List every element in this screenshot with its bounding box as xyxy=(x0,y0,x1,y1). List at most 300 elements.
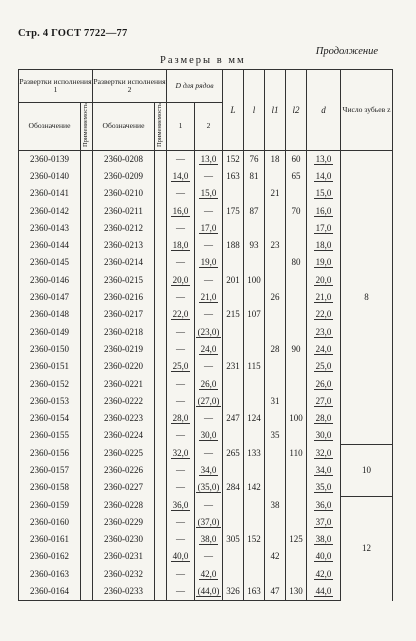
l1-cell xyxy=(265,479,286,496)
d-cell: 18,0 xyxy=(307,237,341,254)
designation2-cell: 2360-0225 xyxy=(93,445,155,462)
applicability2-cell xyxy=(155,358,167,375)
designation2-cell: 2360-0208 xyxy=(93,150,155,168)
d-row2-cell: (35,0) xyxy=(195,479,223,496)
applicability2-cell xyxy=(155,566,167,583)
designation2-cell: 2360-0218 xyxy=(93,323,155,340)
designation2-cell: 2360-0222 xyxy=(93,393,155,410)
d-row1-cell: 22,0 xyxy=(167,306,195,323)
d-row1-cell: — xyxy=(167,427,195,444)
applicability2-cell xyxy=(155,531,167,548)
d-row1-cell: — xyxy=(167,479,195,496)
designation1-cell: 2360-0140 xyxy=(19,168,81,185)
L-cell xyxy=(223,289,244,306)
d-row1-cell: — xyxy=(167,254,195,271)
teeth-count-cell: 10 xyxy=(341,445,393,497)
d-row2-cell: — xyxy=(195,410,223,427)
l-cell xyxy=(244,514,265,531)
l2-cell xyxy=(286,427,307,444)
l-cell: 152 xyxy=(244,531,265,548)
l2-cell xyxy=(286,548,307,565)
applicability2-cell xyxy=(155,393,167,410)
applicability1-cell xyxy=(81,323,93,340)
designation1-cell: 2360-0157 xyxy=(19,462,81,479)
applicability2-cell xyxy=(155,514,167,531)
designation1-cell: 2360-0155 xyxy=(19,427,81,444)
applicability1-cell xyxy=(81,375,93,392)
L-cell: 265 xyxy=(223,445,244,462)
l2-cell xyxy=(286,496,307,513)
l2-cell xyxy=(286,306,307,323)
d-cell: 22,0 xyxy=(307,306,341,323)
d-row2-cell: — xyxy=(195,358,223,375)
applicability1-cell xyxy=(81,479,93,496)
applicability2-cell xyxy=(155,445,167,462)
l1-cell xyxy=(265,358,286,375)
table-row xyxy=(19,202,393,219)
l2-cell: 125 xyxy=(286,531,307,548)
d-row1-cell: — xyxy=(167,514,195,531)
table-row xyxy=(19,479,393,496)
d-row1-cell: 28,0 xyxy=(167,410,195,427)
teeth-count-cell: 12 xyxy=(341,496,393,600)
dimensions-caption: Размеры в мм xyxy=(160,55,246,66)
teeth-count-cell: 8 xyxy=(341,150,393,445)
designation2-cell: 2360-0214 xyxy=(93,254,155,271)
table-row xyxy=(19,427,393,444)
l-cell: 163 xyxy=(244,583,265,601)
designation1-cell: 2360-0164 xyxy=(19,583,81,601)
d-row2-cell: — xyxy=(195,445,223,462)
applicability2-cell xyxy=(155,427,167,444)
col-l1-header: l1 xyxy=(265,70,286,151)
l2-cell xyxy=(286,566,307,583)
L-cell: 152 xyxy=(223,150,244,168)
designation2-cell: 2360-0216 xyxy=(93,289,155,306)
d-cell: 14,0 xyxy=(307,168,341,185)
l1-cell: 31 xyxy=(265,393,286,410)
d-row1-cell: 18,0 xyxy=(167,237,195,254)
col-row1-header: 1 xyxy=(167,103,195,151)
designation1-cell: 2360-0148 xyxy=(19,306,81,323)
designation2-cell: 2360-0233 xyxy=(93,583,155,601)
l2-cell: 60 xyxy=(286,150,307,168)
d-row2-cell: 15,0 xyxy=(195,185,223,202)
d-row1-cell: 40,0 xyxy=(167,548,195,565)
applicability2-cell xyxy=(155,272,167,289)
l2-cell xyxy=(286,185,307,202)
l-cell: 81 xyxy=(244,168,265,185)
designation1-cell: 2360-0151 xyxy=(19,358,81,375)
designation2-cell: 2360-0226 xyxy=(93,462,155,479)
d-row1-cell: — xyxy=(167,341,195,358)
applicability1-cell xyxy=(81,202,93,219)
L-cell xyxy=(223,514,244,531)
table-row xyxy=(19,168,393,185)
l-cell: 124 xyxy=(244,410,265,427)
l1-cell xyxy=(265,462,286,479)
applicability1-cell xyxy=(81,220,93,237)
l1-cell xyxy=(265,323,286,340)
designation1-cell: 2360-0161 xyxy=(19,531,81,548)
d-cell: 17,0 xyxy=(307,220,341,237)
table-row xyxy=(19,150,393,168)
L-cell xyxy=(223,375,244,392)
l1-cell xyxy=(265,168,286,185)
l-cell xyxy=(244,427,265,444)
col-d-rows-header: D для рядов xyxy=(167,70,223,103)
d-cell: 37,0 xyxy=(307,514,341,531)
table-row xyxy=(19,323,393,340)
d-row1-cell: — xyxy=(167,393,195,410)
d-row2-cell: 26,0 xyxy=(195,375,223,392)
L-cell xyxy=(223,393,244,410)
L-cell xyxy=(223,566,244,583)
applicability1-cell xyxy=(81,427,93,444)
designation1-cell: 2360-0150 xyxy=(19,341,81,358)
designation1-cell: 2360-0152 xyxy=(19,375,81,392)
l-cell xyxy=(244,289,265,306)
d-cell: 13,0 xyxy=(307,150,341,168)
applicability2-cell xyxy=(155,583,167,601)
d-row1-cell: — xyxy=(167,150,195,168)
l1-cell: 18 xyxy=(265,150,286,168)
applicability2-cell xyxy=(155,410,167,427)
table-row xyxy=(19,445,393,462)
d-row1-cell: 20,0 xyxy=(167,272,195,289)
l2-cell: 110 xyxy=(286,445,307,462)
reamer-dimensions-table xyxy=(18,69,393,601)
designation2-cell: 2360-0230 xyxy=(93,531,155,548)
applicability2-cell xyxy=(155,168,167,185)
col-applicability1-header: Применяемость xyxy=(81,103,93,151)
l1-cell: 21 xyxy=(265,185,286,202)
designation1-cell: 2360-0145 xyxy=(19,254,81,271)
col-L-header: L xyxy=(223,70,244,151)
l1-cell xyxy=(265,566,286,583)
l2-cell xyxy=(286,393,307,410)
designation1-cell: 2360-0154 xyxy=(19,410,81,427)
applicability1-cell xyxy=(81,168,93,185)
applicability1-cell xyxy=(81,237,93,254)
applicability2-cell xyxy=(155,462,167,479)
applicability2-cell xyxy=(155,202,167,219)
d-cell: 34,0 xyxy=(307,462,341,479)
l1-cell: 28 xyxy=(265,341,286,358)
table-row xyxy=(19,393,393,410)
table-row xyxy=(19,272,393,289)
designation2-cell: 2360-0223 xyxy=(93,410,155,427)
L-cell: 215 xyxy=(223,306,244,323)
d-row2-cell: (27,0) xyxy=(195,393,223,410)
d-row1-cell: — xyxy=(167,289,195,306)
l2-cell xyxy=(286,375,307,392)
l-cell xyxy=(244,496,265,513)
d-row2-cell: — xyxy=(195,548,223,565)
d-cell: 30,0 xyxy=(307,427,341,444)
L-cell: 201 xyxy=(223,272,244,289)
d-row2-cell: 38,0 xyxy=(195,531,223,548)
l2-cell xyxy=(286,323,307,340)
designation1-cell: 2360-0146 xyxy=(19,272,81,289)
designation2-cell: 2360-0232 xyxy=(93,566,155,583)
applicability1-cell xyxy=(81,531,93,548)
col-designation2-header: Обозначение xyxy=(93,103,155,151)
designation2-cell: 2360-0221 xyxy=(93,375,155,392)
l-cell: 100 xyxy=(244,272,265,289)
designation2-cell: 2360-0229 xyxy=(93,514,155,531)
applicability1-cell xyxy=(81,358,93,375)
d-row1-cell: — xyxy=(167,583,195,601)
l2-cell xyxy=(286,289,307,306)
d-row2-cell: — xyxy=(195,237,223,254)
l1-cell: 23 xyxy=(265,237,286,254)
col-exec2-header: Развертки исполнения 2 xyxy=(93,70,167,103)
applicability2-cell xyxy=(155,548,167,565)
l-cell xyxy=(244,220,265,237)
d-row2-cell: 21,0 xyxy=(195,289,223,306)
d-cell: 27,0 xyxy=(307,393,341,410)
d-row1-cell: — xyxy=(167,566,195,583)
designation1-cell: 2360-0153 xyxy=(19,393,81,410)
applicability1-cell xyxy=(81,150,93,168)
l1-cell xyxy=(265,220,286,237)
d-cell: 26,0 xyxy=(307,375,341,392)
d-row2-cell: — xyxy=(195,496,223,513)
applicability2-cell xyxy=(155,375,167,392)
page-header: Стр. 4 ГОСТ 7722—77 xyxy=(18,28,128,39)
d-cell: 42,0 xyxy=(307,566,341,583)
col-exec1-header: Развертки исполнения 1 xyxy=(19,70,93,103)
d-cell: 15,0 xyxy=(307,185,341,202)
designation2-cell: 2360-0210 xyxy=(93,185,155,202)
table-row xyxy=(19,358,393,375)
d-row1-cell: — xyxy=(167,375,195,392)
designation2-cell: 2360-0211 xyxy=(93,202,155,219)
applicability2-cell xyxy=(155,496,167,513)
l-cell: 107 xyxy=(244,306,265,323)
d-cell: 32,0 xyxy=(307,445,341,462)
d-row2-cell: 13,0 xyxy=(195,150,223,168)
designation1-cell: 2360-0144 xyxy=(19,237,81,254)
l-cell xyxy=(244,548,265,565)
d-row2-cell: — xyxy=(195,306,223,323)
l1-cell: 26 xyxy=(265,289,286,306)
d-row2-cell: (37,0) xyxy=(195,514,223,531)
L-cell: 305 xyxy=(223,531,244,548)
l1-cell xyxy=(265,202,286,219)
d-cell: 28,0 xyxy=(307,410,341,427)
designation1-cell: 2360-0158 xyxy=(19,479,81,496)
designation2-cell: 2360-0227 xyxy=(93,479,155,496)
table-row xyxy=(19,237,393,254)
d-row2-cell: — xyxy=(195,272,223,289)
designation2-cell: 2360-0215 xyxy=(93,272,155,289)
l-cell xyxy=(244,462,265,479)
applicability1-cell xyxy=(81,289,93,306)
designation2-cell: 2360-0224 xyxy=(93,427,155,444)
designation1-cell: 2360-0147 xyxy=(19,289,81,306)
l-cell: 76 xyxy=(244,150,265,168)
col-row2-header: 2 xyxy=(195,103,223,151)
L-cell: 163 xyxy=(223,168,244,185)
d-row1-cell: 25,0 xyxy=(167,358,195,375)
d-cell: 25,0 xyxy=(307,358,341,375)
designation1-cell: 2360-0142 xyxy=(19,202,81,219)
applicability1-cell xyxy=(81,254,93,271)
designation2-cell: 2360-0219 xyxy=(93,341,155,358)
table-row xyxy=(19,254,393,271)
applicability1-cell xyxy=(81,341,93,358)
designation2-cell: 2360-0217 xyxy=(93,306,155,323)
L-cell xyxy=(223,254,244,271)
l-cell xyxy=(244,323,265,340)
d-cell: 23,0 xyxy=(307,323,341,340)
table-row xyxy=(19,583,393,601)
l-cell xyxy=(244,566,265,583)
applicability2-cell xyxy=(155,341,167,358)
d-row1-cell: 36,0 xyxy=(167,496,195,513)
d-row2-cell: — xyxy=(195,168,223,185)
l-cell: 93 xyxy=(244,237,265,254)
applicability2-cell xyxy=(155,150,167,168)
L-cell: 247 xyxy=(223,410,244,427)
d-row2-cell: 42,0 xyxy=(195,566,223,583)
designation1-cell: 2360-0162 xyxy=(19,548,81,565)
designation2-cell: 2360-0212 xyxy=(93,220,155,237)
L-cell xyxy=(223,220,244,237)
l-cell: 142 xyxy=(244,479,265,496)
d-cell: 44,0 xyxy=(307,583,341,601)
l2-cell: 80 xyxy=(286,254,307,271)
d-row1-cell: — xyxy=(167,185,195,202)
l-cell xyxy=(244,393,265,410)
designation2-cell: 2360-0231 xyxy=(93,548,155,565)
applicability1-cell xyxy=(81,583,93,601)
l2-cell xyxy=(286,220,307,237)
designation2-cell: 2360-0213 xyxy=(93,237,155,254)
table-row xyxy=(19,462,393,479)
l1-cell xyxy=(265,410,286,427)
l2-cell xyxy=(286,237,307,254)
d-cell: 16,0 xyxy=(307,202,341,219)
table-row xyxy=(19,410,393,427)
d-row2-cell: 34,0 xyxy=(195,462,223,479)
designation1-cell: 2360-0143 xyxy=(19,220,81,237)
d-row1-cell: — xyxy=(167,531,195,548)
l-cell xyxy=(244,254,265,271)
applicability1-cell xyxy=(81,306,93,323)
applicability1-cell xyxy=(81,272,93,289)
l1-cell xyxy=(265,306,286,323)
applicability2-cell xyxy=(155,306,167,323)
applicability1-cell xyxy=(81,185,93,202)
l1-cell: 47 xyxy=(265,583,286,601)
l2-cell xyxy=(286,514,307,531)
L-cell: 175 xyxy=(223,202,244,219)
l-cell: 133 xyxy=(244,445,265,462)
col-d-header: d xyxy=(307,70,341,151)
table-row xyxy=(19,514,393,531)
L-cell: 326 xyxy=(223,583,244,601)
l-cell: 115 xyxy=(244,358,265,375)
l2-cell: 100 xyxy=(286,410,307,427)
d-row2-cell: 30,0 xyxy=(195,427,223,444)
table-row xyxy=(19,341,393,358)
l2-cell xyxy=(286,358,307,375)
d-row1-cell: 14,0 xyxy=(167,168,195,185)
l-cell xyxy=(244,341,265,358)
designation2-cell: 2360-0209 xyxy=(93,168,155,185)
d-row2-cell: (23,0) xyxy=(195,323,223,340)
designation1-cell: 2360-0163 xyxy=(19,566,81,583)
applicability2-cell xyxy=(155,220,167,237)
d-row1-cell: — xyxy=(167,323,195,340)
table-row xyxy=(19,375,393,392)
d-row2-cell: 17,0 xyxy=(195,220,223,237)
table-row xyxy=(19,220,393,237)
table-row xyxy=(19,289,393,306)
l1-cell xyxy=(265,375,286,392)
designation2-cell: 2360-0228 xyxy=(93,496,155,513)
l1-cell: 38 xyxy=(265,496,286,513)
applicability1-cell xyxy=(81,410,93,427)
L-cell: 231 xyxy=(223,358,244,375)
d-cell: 40,0 xyxy=(307,548,341,565)
L-cell: 284 xyxy=(223,479,244,496)
d-cell: 24,0 xyxy=(307,341,341,358)
col-applicability2-header: Применяемость xyxy=(155,103,167,151)
l2-cell xyxy=(286,462,307,479)
l1-cell xyxy=(265,272,286,289)
designation1-cell: 2360-0139 xyxy=(19,150,81,168)
d-row2-cell: 24,0 xyxy=(195,341,223,358)
d-row1-cell: — xyxy=(167,462,195,479)
applicability1-cell xyxy=(81,548,93,565)
l2-cell: 65 xyxy=(286,168,307,185)
l2-cell xyxy=(286,272,307,289)
L-cell xyxy=(223,496,244,513)
L-cell xyxy=(223,323,244,340)
L-cell xyxy=(223,427,244,444)
L-cell: 188 xyxy=(223,237,244,254)
col-z-header: Число зубьев z xyxy=(341,70,393,151)
d-cell: 19,0 xyxy=(307,254,341,271)
applicability2-cell xyxy=(155,254,167,271)
table-row xyxy=(19,566,393,583)
L-cell xyxy=(223,185,244,202)
d-cell: 21,0 xyxy=(307,289,341,306)
d-cell: 35,0 xyxy=(307,479,341,496)
l1-cell: 42 xyxy=(265,548,286,565)
table-row xyxy=(19,548,393,565)
col-l-header: l xyxy=(244,70,265,151)
d-row2-cell: — xyxy=(195,202,223,219)
table-row xyxy=(19,496,393,513)
d-cell: 36,0 xyxy=(307,496,341,513)
d-row2-cell: (44,0) xyxy=(195,583,223,601)
L-cell xyxy=(223,462,244,479)
l2-cell: 90 xyxy=(286,341,307,358)
l1-cell xyxy=(265,531,286,548)
designation1-cell: 2360-0156 xyxy=(19,445,81,462)
table-row xyxy=(19,531,393,548)
d-row2-cell: 19,0 xyxy=(195,254,223,271)
designation1-cell: 2360-0159 xyxy=(19,496,81,513)
d-cell: 38,0 xyxy=(307,531,341,548)
l1-cell xyxy=(265,445,286,462)
applicability2-cell xyxy=(155,323,167,340)
